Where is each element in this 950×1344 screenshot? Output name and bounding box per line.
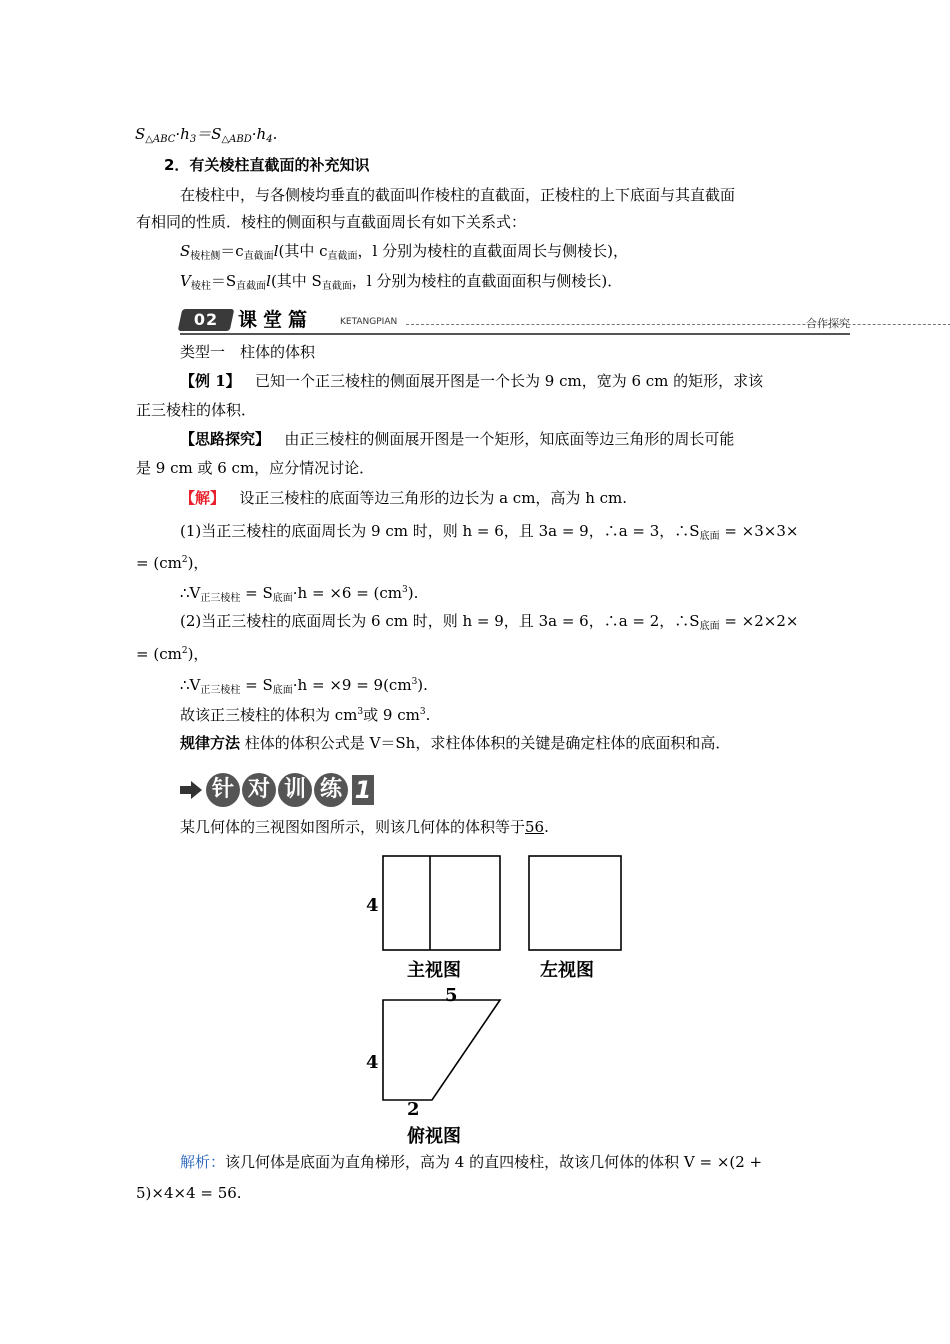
dim-top-width: 5 xyxy=(445,985,458,1006)
left-view-label: 左视图 xyxy=(540,960,594,981)
three-view-figure xyxy=(355,845,635,1145)
example-line xyxy=(180,371,763,391)
solution-case1: = $(cm^2)$， xyxy=(136,554,209,572)
analysis-label: 解析 xyxy=(180,1153,211,1171)
formula-period: . xyxy=(272,125,278,143)
practice-banner xyxy=(180,773,400,807)
solution-conclusion: 故该正三棱柱的体积为 $cm^3$或 9 $cm^3$. xyxy=(180,706,431,724)
practice-char: 训 xyxy=(278,773,312,807)
analysis-text: 该几何体是底面为直角梯形，高为 4 的直四棱柱，故该几何体的体积 V = ×(2 + xyxy=(225,1153,763,1171)
question-line: 某几何体的三视图如图所示，则该几何体的体积等于56. xyxy=(180,818,549,836)
thinking-text: 由正三棱柱的侧面展开图是一个矩形，知底面等边三角形的周长可能 xyxy=(284,430,735,448)
solution-case2: $\therefore V_{正三棱柱} = S_{底面}\cdot h = \times 9 = 9(cm^3)$. xyxy=(180,676,428,696)
formula-sub: 4 xyxy=(266,134,273,145)
solution-text: 设正三棱柱的底面等边三角形的边长为 a cm，高为 h cm. xyxy=(239,489,628,507)
example-label: 【例 1】 xyxy=(180,372,241,390)
rule-line xyxy=(180,733,730,753)
formula-sub: △ABD xyxy=(221,134,252,145)
solution-intro xyxy=(180,488,627,508)
thinking-line xyxy=(180,429,734,449)
thinking-line: 是 9 cm 或 6 cm，应分情况讨论． xyxy=(136,459,375,477)
practice-char: 针 xyxy=(206,773,240,807)
practice-char: 练 xyxy=(314,773,348,807)
rule-label: 规律方法 xyxy=(180,734,241,752)
section-right-label: 合作探究 xyxy=(806,317,850,330)
arrow-right-icon xyxy=(180,781,202,799)
rule-text: 柱体的体积公式是 V＝Sh，求柱体体积的关键是确定柱体的底面积和高． xyxy=(244,734,731,752)
dim-top-height: 4 xyxy=(366,1052,379,1073)
solution-label: 【解】 xyxy=(180,489,226,507)
front-view-rect xyxy=(383,856,500,950)
dim-bottom: 2 xyxy=(407,1099,420,1120)
section-header xyxy=(180,305,850,335)
formula-h: ·h xyxy=(175,125,190,143)
formula-lateral-area: $S_{棱柱侧}=c_{直截面}l$(其中 $c_{直截面}$，l 分别为棱柱的直截面周长与侧棱长)， xyxy=(180,242,628,262)
section-title: 课堂篇 xyxy=(238,309,314,331)
practice-number: 1 xyxy=(352,775,374,805)
top-view-trapezoid xyxy=(383,1000,500,1100)
left-view-rect xyxy=(529,856,621,950)
formula-sub: 3 xyxy=(189,134,197,145)
section-rule xyxy=(180,333,850,335)
practice-char: 对 xyxy=(242,773,276,807)
formula-h2: ·h xyxy=(251,125,267,143)
solution-case1: (1)当正三棱柱的底面周长为 9 cm 时，则 h = 6，且 3a = 9，∴a = 3，$\therefore S_{底面} = \times 3\times 3\times$ xyxy=(180,522,799,542)
formula-s: S xyxy=(135,125,146,143)
type-heading: 类型一 柱体的体积 xyxy=(180,343,316,361)
formula-s2: ＝S xyxy=(196,125,222,143)
dim-front-height: 4 xyxy=(366,895,379,916)
solution-case2: = $(cm^2)$， xyxy=(136,645,209,663)
front-view-label: 主视图 xyxy=(407,960,461,981)
analysis-line: 解析：该几何体是底面为直角梯形，高为 4 的直四棱柱，故该几何体的体积 V = ×(2 + xyxy=(180,1153,763,1171)
heading-prism-section: 2．有关棱柱直截面的补充知识 xyxy=(164,156,370,174)
formula-line-area xyxy=(135,124,277,150)
section-badge-number: 02 xyxy=(193,310,219,329)
solution-case1: $\therefore V_{正三棱柱} = S_{底面}\cdot h = \times 6 = (cm^3)$. xyxy=(180,584,419,604)
paragraph-line: 在棱柱中，与各侧棱均垂直的截面叫作棱柱的直截面，正棱柱的上下底面与其直截面 xyxy=(180,186,736,204)
example-text: 已知一个正三棱柱的侧面展开图是一个长为 9 cm，宽为 6 cm 的矩形，求该 xyxy=(254,372,764,390)
paragraph-line: 有相同的性质．棱柱的侧面积与直截面周长有如下关系式： xyxy=(136,213,527,231)
solution-case2: (2)当正三棱柱的底面周长为 6 cm 时，则 h = 9，且 3a = 6，∴a = 2，$\therefore S_{底面} = \times 2\times 2\times$ xyxy=(180,612,799,632)
top-view-label: 俯视图 xyxy=(407,1126,461,1147)
example-line: 正三棱柱的体积． xyxy=(136,401,257,419)
formula-volume: $V_{棱柱}=S_{直截面}l$(其中 $S_{直截面}$，l 分别为棱柱的直截面面积与侧棱长)． xyxy=(180,272,623,292)
analysis-line: 5)×4×4 = 56. xyxy=(136,1184,242,1202)
section-pinyin: KETANGPIAN xyxy=(340,317,398,327)
section-divider xyxy=(406,324,950,325)
formula-sub: △ABC xyxy=(145,134,176,145)
thinking-label: 【思路探究】 xyxy=(180,430,271,448)
question-answer: 56 xyxy=(525,818,545,836)
